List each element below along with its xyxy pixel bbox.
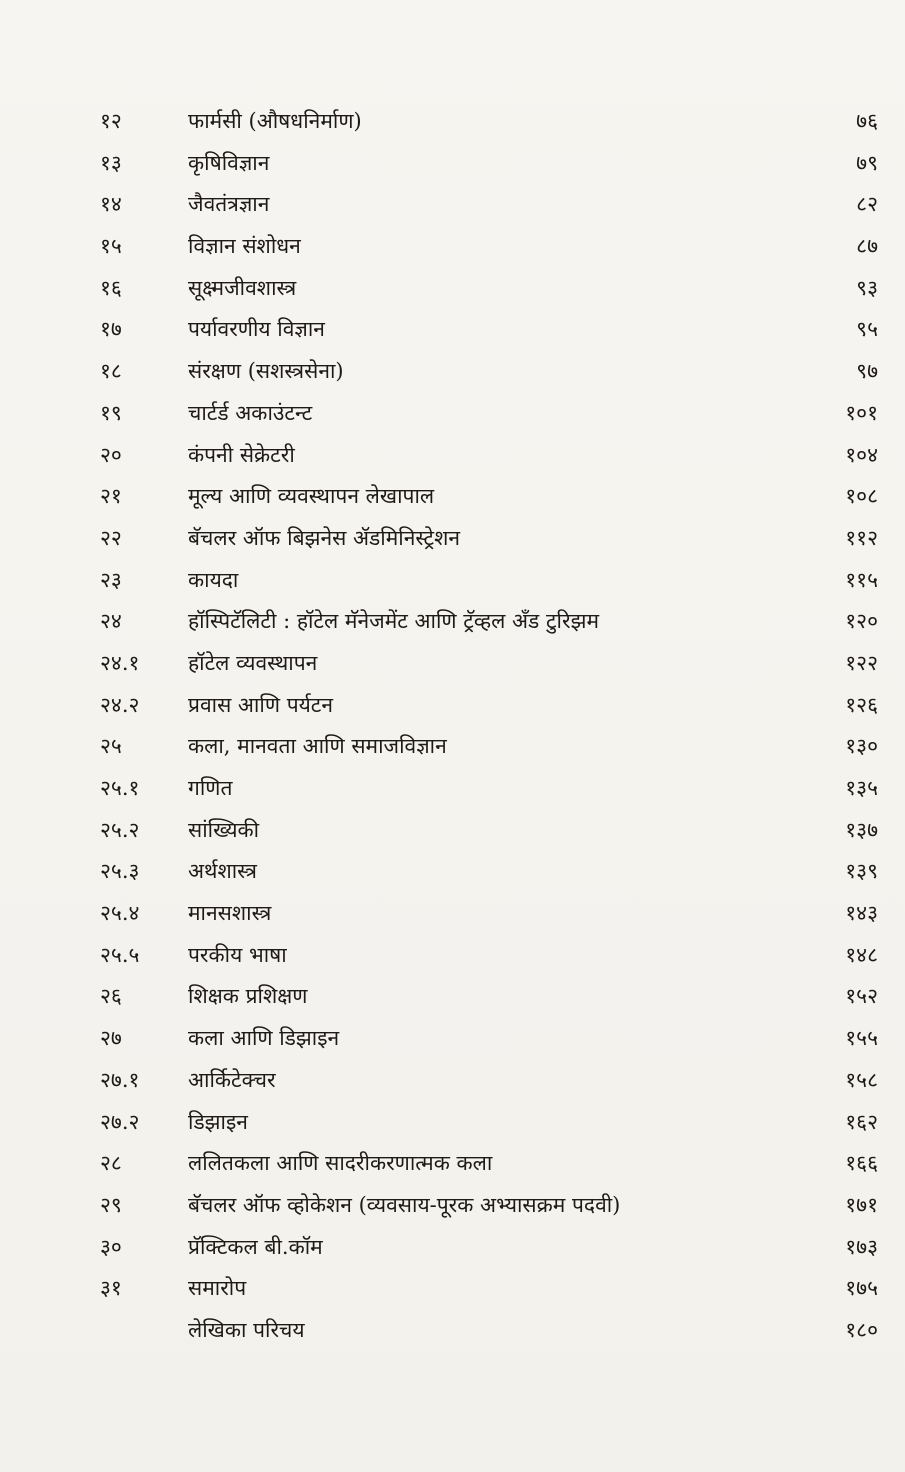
toc-entry bbox=[100, 685, 878, 727]
chapter-number: २४.२ bbox=[100, 692, 140, 717]
chapter-title: मूल्य आणि व्यवस्थापन लेखापाल bbox=[188, 484, 435, 509]
toc-entry bbox=[100, 309, 878, 351]
chapter-title: अर्थशास्त्र bbox=[188, 859, 257, 884]
chapter-title: कंपनी सेक्रेटरी bbox=[188, 442, 295, 467]
chapter-title: आर्किटेक्चर bbox=[188, 1067, 276, 1092]
page-number: १५५ bbox=[845, 1026, 878, 1051]
toc-entry bbox=[100, 726, 878, 768]
chapter-title: संरक्षण (सशस्त्रसेना) bbox=[188, 359, 344, 384]
toc-entry bbox=[100, 893, 878, 935]
page-number: १०१ bbox=[845, 400, 878, 425]
page-number: १५२ bbox=[845, 984, 878, 1009]
page-number: १२२ bbox=[845, 650, 878, 675]
chapter-number: १६ bbox=[100, 275, 122, 300]
chapter-title: सूक्ष्मजीवशास्त्र bbox=[188, 275, 297, 300]
toc-entry bbox=[100, 935, 878, 977]
chapter-title: कृषिविज्ञान bbox=[188, 150, 270, 175]
chapter-title: हॉस्पिटॅलिटी : हॉटेल मॅनेजमेंट आणि ट्रॅव्हल अँड टुरिझम bbox=[188, 609, 600, 634]
chapter-number: २४.१ bbox=[100, 650, 140, 675]
page-number: ८२ bbox=[856, 192, 878, 217]
chapter-number: २६ bbox=[100, 984, 122, 1009]
page-number: ९३ bbox=[856, 275, 878, 300]
page-number: १६२ bbox=[845, 1109, 878, 1134]
chapter-title: गणित bbox=[188, 776, 233, 800]
chapter-number: २५.१ bbox=[100, 776, 140, 800]
chapter-number: २४ bbox=[100, 609, 122, 634]
toc-entry bbox=[100, 393, 878, 435]
page-number: १४८ bbox=[845, 942, 878, 967]
chapter-number: २३ bbox=[100, 567, 122, 592]
toc-entry bbox=[100, 184, 878, 226]
page-number: ९५ bbox=[856, 317, 878, 342]
toc-entry bbox=[100, 268, 878, 310]
chapter-number: २७.२ bbox=[100, 1109, 140, 1134]
chapter-number: २५.५ bbox=[100, 942, 140, 967]
chapter-number: २५ bbox=[100, 734, 122, 759]
chapter-title: चार्टर्ड अकाउंटन्ट bbox=[188, 400, 313, 425]
chapter-title: समारोप bbox=[188, 1276, 247, 1301]
chapter-title: हॉटेल व्यवस्थापन bbox=[188, 650, 318, 675]
chapter-number: १४ bbox=[100, 192, 122, 217]
chapter-number: १३ bbox=[100, 150, 122, 175]
table-of-contents bbox=[100, 101, 878, 1352]
toc-entry bbox=[100, 518, 878, 560]
chapter-number: २० bbox=[100, 442, 122, 467]
chapter-number: २५.३ bbox=[100, 859, 140, 884]
page-number: १३० bbox=[845, 734, 878, 759]
chapter-title: बॅचलर ऑफ व्होकेशन (व्यवसाय-पूरक अभ्यासक्रम पदवी) bbox=[188, 1192, 621, 1217]
chapter-title: ललितकला आणि सादरीकरणात्मक कला bbox=[188, 1151, 493, 1176]
chapter-number: २८ bbox=[100, 1151, 122, 1176]
chapter-number: ३१ bbox=[100, 1276, 122, 1301]
chapter-number: १२ bbox=[100, 109, 122, 133]
toc-entry bbox=[100, 1227, 878, 1269]
chapter-title: शिक्षक प्रशिक्षण bbox=[188, 984, 308, 1009]
chapter-title: जैवतंत्रज्ञान bbox=[188, 192, 270, 217]
toc-entry bbox=[100, 351, 878, 393]
toc-entry bbox=[100, 435, 878, 477]
page-number: ७९ bbox=[856, 150, 878, 175]
toc-entry bbox=[100, 1268, 878, 1310]
toc-entry bbox=[100, 810, 878, 852]
chapter-title: प्रॅक्टिकल बी.कॉम bbox=[188, 1234, 323, 1259]
page-number: १०४ bbox=[845, 442, 878, 467]
page-number: १६६ bbox=[845, 1151, 878, 1176]
page-number: १७१ bbox=[845, 1192, 878, 1217]
chapter-number: २७ bbox=[100, 1026, 122, 1051]
toc-entry bbox=[100, 851, 878, 893]
chapter-title: लेखिका परिचय bbox=[188, 1317, 305, 1342]
chapter-title: बॅचलर ऑफ बिझनेस ॲडमिनिस्ट्रेशन bbox=[188, 525, 461, 550]
page-number: ७६ bbox=[856, 109, 878, 133]
chapter-number: १५ bbox=[100, 234, 122, 259]
toc-entry bbox=[100, 768, 878, 810]
chapter-number: २५.२ bbox=[100, 817, 140, 842]
chapter-title: कायदा bbox=[188, 567, 239, 592]
page-number: १३९ bbox=[845, 859, 878, 884]
page-number: ८७ bbox=[856, 234, 878, 259]
page-number: १८० bbox=[845, 1317, 878, 1342]
chapter-number: १९ bbox=[100, 400, 122, 425]
page-number: १२० bbox=[845, 609, 878, 634]
toc-entry bbox=[100, 143, 878, 185]
toc-entry bbox=[100, 1310, 878, 1352]
toc-entry bbox=[100, 1060, 878, 1102]
chapter-number: १८ bbox=[100, 359, 122, 384]
page-number: १५८ bbox=[845, 1067, 878, 1092]
toc-entry bbox=[100, 476, 878, 518]
chapter-title: मानसशास्त्र bbox=[188, 901, 272, 926]
chapter-title: प्रवास आणि पर्यटन bbox=[188, 692, 334, 717]
chapter-number: १७ bbox=[100, 317, 122, 342]
chapter-number: २९ bbox=[100, 1192, 122, 1217]
chapter-title: पर्यावरणीय विज्ञान bbox=[188, 317, 325, 342]
toc-entry bbox=[100, 1143, 878, 1185]
toc-entry bbox=[100, 560, 878, 602]
toc-entry bbox=[100, 1018, 878, 1060]
page-number: १२६ bbox=[845, 692, 878, 717]
chapter-number: २५.४ bbox=[100, 901, 140, 926]
page-number: १०८ bbox=[845, 484, 878, 509]
page-number: १४३ bbox=[845, 901, 878, 926]
toc-entry bbox=[100, 976, 878, 1018]
chapter-title: सांख्यिकी bbox=[188, 817, 260, 842]
page-number: १३७ bbox=[845, 817, 878, 842]
toc-entry bbox=[100, 1102, 878, 1144]
chapter-title: डिझाइन bbox=[188, 1109, 248, 1134]
chapter-title: विज्ञान संशोधन bbox=[188, 234, 301, 259]
page-number: ११२ bbox=[845, 525, 878, 550]
chapter-number: २७.१ bbox=[100, 1067, 140, 1092]
chapter-title: कला, मानवता आणि समाजविज्ञान bbox=[188, 734, 447, 759]
page-number: १७५ bbox=[845, 1276, 878, 1301]
toc-entry bbox=[100, 643, 878, 685]
chapter-number: २१ bbox=[100, 484, 122, 509]
toc-entry bbox=[100, 226, 878, 268]
chapter-number: २२ bbox=[100, 525, 122, 550]
page-number: ९७ bbox=[856, 359, 878, 384]
toc-entry bbox=[100, 601, 878, 643]
chapter-number: ३० bbox=[100, 1234, 122, 1259]
page-number: १७३ bbox=[845, 1234, 878, 1259]
toc-entry bbox=[100, 1185, 878, 1227]
chapter-title: कला आणि डिझाइन bbox=[188, 1026, 340, 1051]
chapter-title: परकीय भाषा bbox=[188, 942, 287, 967]
toc-entry bbox=[100, 101, 878, 143]
chapter-title: फार्मसी (औषधनिर्माण) bbox=[188, 109, 362, 133]
page-number: १३५ bbox=[845, 776, 878, 800]
page-number: ११५ bbox=[845, 567, 878, 592]
